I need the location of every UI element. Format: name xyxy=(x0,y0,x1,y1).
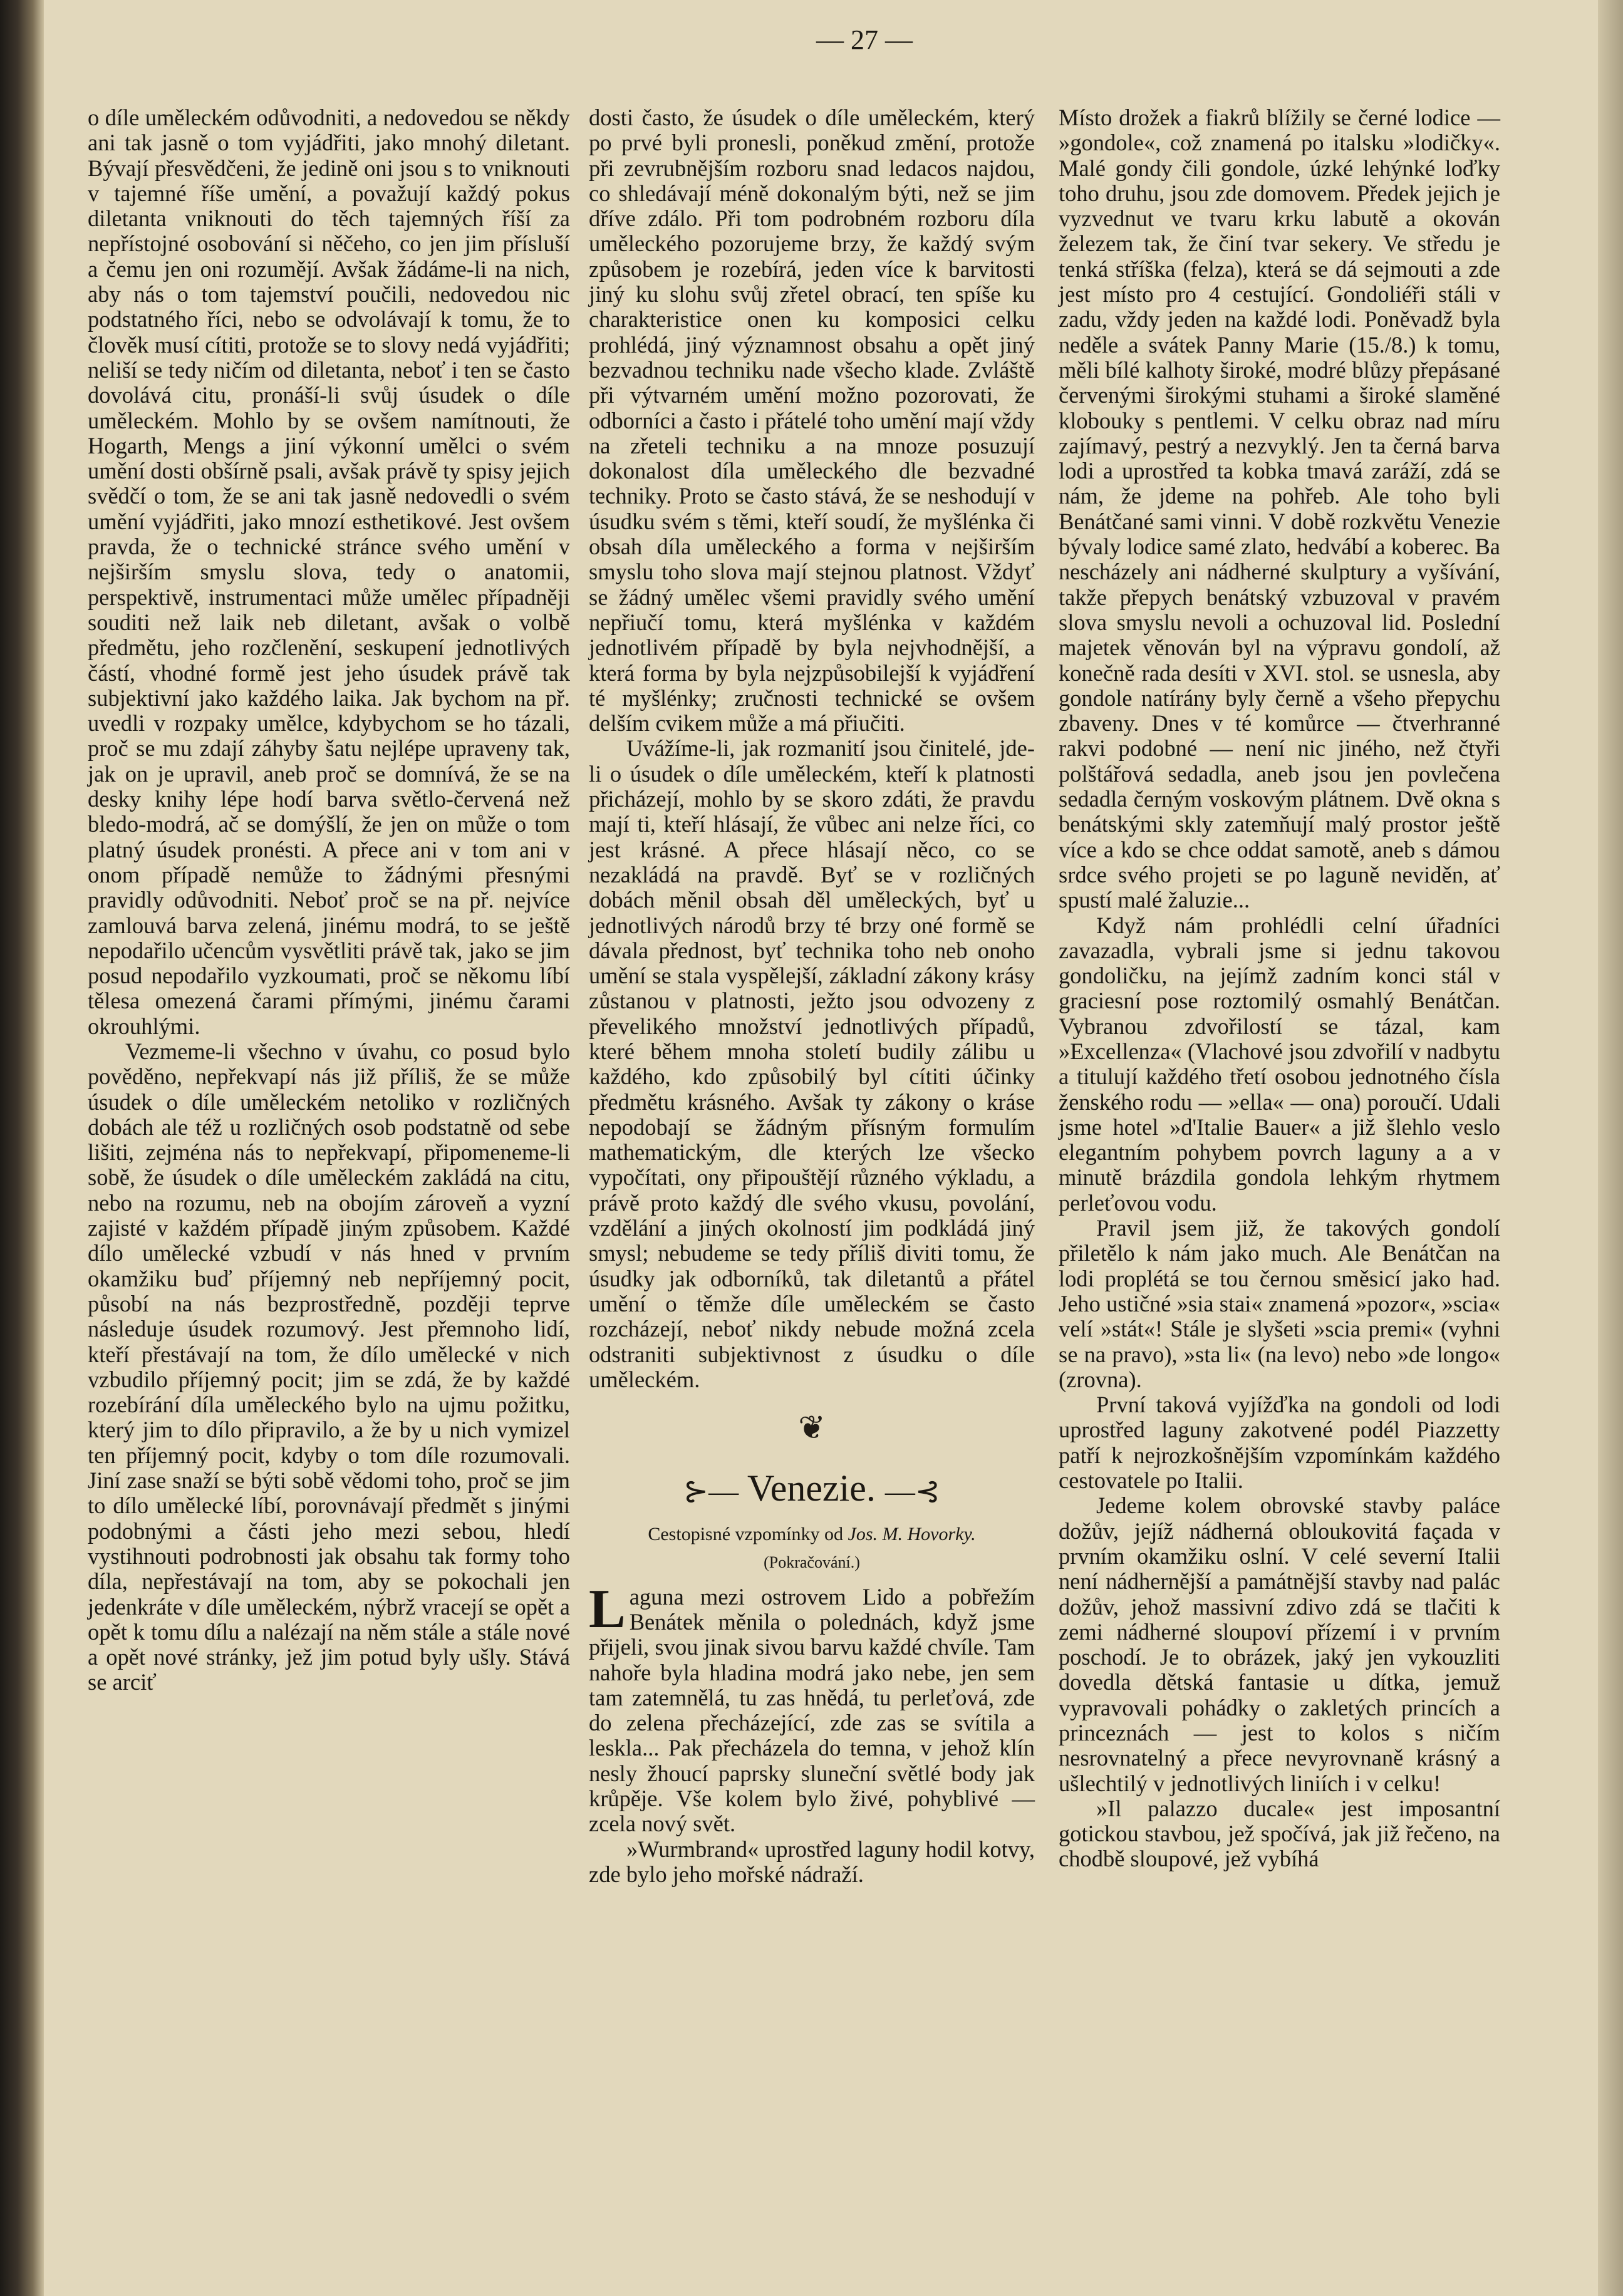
paragraph: »Wurmbrand« uprostřed laguny hodil kotvy, zde bylo jeho mořské nádraží. xyxy=(589,1836,1035,1887)
column-3 xyxy=(1059,105,1500,1872)
paragraph: o díle uměleckém odůvodniti, a nedovedou se někdy ani tak jasně o tom vyjádřiti, jako mnohý diletant. Bývají přesvědčeni, že jedině oni jsou s to vniknouti v tajemné říše umění, a považují každý pokus diletanta vniknouti do těch tajemných říší za nepřístojné osobování si něčeho, co jen jim přísluší a čemu jen oni rozumějí. Avšak žádáme-li na nich, aby nás o tom tajemství poučili, nedovedou nic podstatného říci, nebo se odvolávají k tomu, že to člověk musí cítiti, protože se to slovy nedá vyjádřiti; neliší se tedy ničím od diletanta, neboť i ten se často dovolává citu, pronáší-li svůj úsudek o díle uměleckém. Mohlo by se ovšem namítnouti, že Hogarth, Mengs a jiní výkonní umělci o svém umění dosti obšírně psali, avšak právě ty spisy jejich svědčí o tom, že se ani tak jasně nedovedli o svém umění vyjádřiti, jako mnozí esthetikové. Jest ovšem pravda, že o technické stránce svého umění v nejširším smyslu slova, tedy o anatomii, perspektivě, instrumentaci může umělec případněji souditi než laik neb diletant, avšak o volbě předmětu, jeho rozčlenění, seskupení jednotlivých částí, vhodné formě jest jeho úsudek právě tak subjektivní jako každého laika. Jak bychom na př. uvedli v rozpaky umělce, kdybychom se ho tázali, proč se mu zdají záhyby šatu nejlépe upraveny tak, jak on je upravil, aneb proč se domnívá, že se na desky knihy lépe hodí barva světlo-červená než bledo-modrá, ač se domýšlí, že jen on může o tom platný úsudek pronésti. A přece ani v tom ani v onom případě nemůže to žádnými přesnými pravidly odůvodniti. Neboť proč se na př. nejvíce zamlouvá barva zelená, jinému modrá, to se ještě nepodařilo učencům vysvětliti právě tak, jako se jim posud nepodařilo vyzkoumati, proč se někomu líbí tělesa omezená čarami přímými, jinému čarami okrouhlými. xyxy=(88,105,570,1039)
flourish-left-icon: ⊱— xyxy=(683,1475,739,1509)
paragraph: Místo drožek a fiakrů blížily se černé lodice — »gondole«, což znamená po italsku »lodičky«. Malé gondy čili gondole, úzké lehýnké loďky toho druhu, jsou zde domovem. Předek jejich je vyzvednut ve tvaru krku labutě a okován železem tak, že činí tvar sekery. Ve středu je tenká stříška (felza), která se dá sejmouti a zde jest místo pro 4 cestující. Gondoliéři stáli v zadu, vždy jeden na každé lodi. Poněvadž byla neděle a svátek Panny Marie (15./8.) k tomu, měli bílé kalhoty široké, modré blůzy přepásané červenými širokými stuhami a široké slaměné klobouky s pentlemi. V celku obraz nad míru zajímavý, pestrý a nezvyklý. Jen ta černá barva lodi a uprostřed ta kobka tmavá zaráží, zdá se nám, že jdeme na pohřeb. Ale toho byli Benátčané sami vinni. V době rozkvětu Venezie bývaly lodice samé zlato, hedvábí a koberec. Ba nescházely ani nádherné skulptury a vyšívání, takže přepych benátský vzbuzoval v pravém slova smyslu nevoli a ochuzoval lid. Poslední majetek věnován byl na výpravu gondolí, až konečně rada desíti v XVI. stol. se usnesla, aby gondole natírány byly černě a všeho přepychu zbaveny. Dnes v té komůrce — čtverhranné rakvi podobné — není nic jiného, než čtyři polštářová sedadla, aneb jsou jen povlečena sedadla černým voskovým plátnem. Dvě okna s benátskými skly zatemňují malý prostor ještě více a kdo se chce oddat samotě, aneb s dámou srdce svého projeti se po laguně neviděn, ať spustí malé žaluzie... xyxy=(1059,105,1500,913)
paragraph: »Il palazzo ducale« jest imposantní gotickou stavbou, jež spočívá, jak již řečeno, na chodbě sloupové, jež vybíhá xyxy=(1059,1795,1500,1872)
subtitle-prefix: Cestopisné vzpomínky od xyxy=(648,1523,844,1544)
article-title-text: Venezie. xyxy=(747,1467,876,1509)
ornament-icon: ❦ xyxy=(798,1410,826,1447)
flourish-right-icon: —⊰ xyxy=(884,1475,941,1509)
paragraph: První taková vyjížďka na gondoli od lodi uprostřed laguny zakotvené podél Piazzetty patří k nejrozkošnějším vzpomínkám každého cestovatele po Italii. xyxy=(1059,1392,1500,1494)
page-edge xyxy=(1598,0,1623,2296)
author-name: Jos. M. Hovorky. xyxy=(848,1523,976,1544)
paragraph: Uvážíme-li, jak rozmanití jsou činitelé, jde-li o úsudek o díle uměleckém, kteří k platnosti přicházejí, mohlo by se skoro zdáti, že pravdu mají ti, kteří hlásají, že vůbec ani nelze říci, co jest krásné. A přece hlásají něco, co se nezakládá na pravdě. Byť se v rozličných dobách měnil obsah děl uměleckých, byť u jednotlivých národů brzy té brzy oné formě se dávala přednost, byť technika toho neb onoho umění se stala vyspělejší, základní zákony krásy zůstanou v platnosti, ježto jsou odvozeny z převelikého množství jednotlivých případů, které během mnoha století budily zálibu u každého, kdo způsobilý byl cítiti účinky předmětu krásného. Avšak ty zákony o kráse nepodobají se žádným přísným formulím mathematickým, dle kterých lze všecko vypočítati, ony připouštějí různého výkladu, a právě proto každý dle svého vkusu, povolání, vzdělání a jiných okolností jim podkládá jiný smysl; nebudeme se tedy příliš diviti tomu, že úsudky jak odborníků, tak diletantů a přátel umění o těmže díle uměleckém se často rozcházejí, neboť nikdy nebude možná zcela odstraniti subjektivnost z úsudku o díle uměleckém. xyxy=(589,735,1035,1392)
paragraph: Vezmeme-li všechno v úvahu, co posud bylo pověděno, nepřekvapí nás již příliš, že se může úsudek o díle uměleckém netoliko v rozličných dobách ale též u rozličných osob podstatně od sebe lišiti, zejména nás to nepřekvapí, připomeneme-li sobě, že úsudek o díle uměleckém zakládá na citu, nebo na rozumu, neb na obojím zároveň a vyzní zajisté v každém případě jiným způsobem. Každé dílo umělecké vzbudí v nás hned v prvním okamžiku buď příjemný neb nepříjemný pocit, působí na nás bezprostředně, později teprve následuje úsudek rozumový. Jest přemnoho lidí, kteří přestávají na tom, že dílo umělecké v nich vzbudilo příjemný pocit; jim se zdá, že by každé rozebírání díla uměleckého bylo na ujmu požitku, který jim to dílo připravilo, a že by u nich vymizel ten příjemný pocit, kdyby o tom díle rozumovali. Jiní zase snaží se býti sobě vědomi toho, proč se jim to dílo umělecké líbí, porovnávají předmět s jinými podobnými a části jeho mezi sebou, hledí vystihnouti podrobnosti jak obsahu tak formy toho díla, nepřestávají na tom, aby se pokochali jen jedenkráte v díle uměleckém, nýbrž vracejí se opět a opět k tomu dílu a nalézají na něm stále a stále nové a opět nové stránky, jež jim potud byly ušly. Stává se arciť xyxy=(88,1038,570,1695)
page-number: — 27 — xyxy=(816,24,913,55)
book-spine-shadow xyxy=(0,0,44,2296)
paragraph: Když nám prohlédli celní úřadníci zavazadla, vybrali jsme si jednu takovou gondoličku, na jejímž zadním konci stál v graciesní pose roztomilý osmahlý Benátčan. Vybranou zdvořilostí se tázal, kam »Excellenza« (Vlachové jsou zdvořilí v nadbytu a titulují každého třetí osobou jednotného čísla ženského rodu — »ella« — ona) poroučí. Udali jsme hotel »d'Italie Bauer« a již šlehlo veslo elegantním pohybem povrch laguny a a v minutě brázdila gondola lehkým rhytmem perleťovou vodu. xyxy=(1059,912,1500,1216)
column-1 xyxy=(88,105,570,1695)
paragraph: dosti často, že úsudek o díle uměleckém, který po prvé byli pronesli, poněkud změní, protože při zevrubnějším rozboru snad ledacos najdou, co shledávají méně dokonalým býti, než se jim dříve zdálo. Při tom podrobném rozboru díla uměleckého pozorujeme brzy, že každý svým způsobem je rozebírá, jeden více k barvitosti jiný ku slohu svůj zřetel obrací, ten spíše ku charakteristice onen ku komposici celku prohlédá, jiný významnost obsahu a opět jiný bezvadnou techniku nade všecho klade. Zvláště při výtvarném umění možno pozorovati, že odborníci a často i přátelé toho umění mají vždy na zřeteli techniku a na mnoze posuzují dokonalost díla uměleckého dle bezvadné techniky. Proto se často stává, že se neshodují v úsudku svém s těmi, kteří soudí, že myšlénka či obsah díla uměleckého a forma v nejširším smyslu toho slova mají stejnou platnost. Vždyť se žádný umělec všemi pravidly svého umění nepřiučí tomu, která myšlénka v každém jednotlivém případě by byla nejvhodnější, a která forma by byla nejzpůsobilejší k vyjádření té myšlénky; zručnosti technické se ovšem delším cvikem může a má přiučiti. xyxy=(589,105,1035,737)
drop-cap: L xyxy=(589,1578,626,1640)
paragraph-text: aguna mezi ostrovem Lido a pobřežím Benátek měnila o polednách, když jsme přijeli, svou jinak sivou barvu každé chvíle. Tam nahoře byla hladina modrá jako nebe, jen sem tam zatemnělá, tu zas hnědá, tu perleťová, zde do zelena přecházející, zde zas se svítila a leskla... Pak přecházela do temna, v jehož klín nesly žhoucí paprsky sluneční světlé body jak krůpěje. Vše kolem bylo živé, pohyblivé — zcela nový svět. xyxy=(589,1583,1035,1837)
article-subtitle xyxy=(589,1523,1035,1546)
paragraph-with-dropcap xyxy=(589,1578,1035,1837)
paragraph: Pravil jsem již, že takových gondolí přiletělo k nám jako much. Ale Benátčan na lodi proplétá se tou černou směsicí jako had. Jeho ustičné »sia stai« znamená »pozor«, »scia« velí »stát«! Stále je slyšeti »scia premi« (vyhni se na pravo), »sta li« (na levo) nebo »de longo« (zrovna). xyxy=(1059,1215,1500,1392)
column-2 xyxy=(589,105,1035,1887)
paragraph: Jedeme kolem obrovské stavby paláce dožův, jejíž nádherná obloukovitá façada v prvním okamžiku oslní. V celé severní Italii není nádhernější a památnější stavby nad palác dožův, jehož massivní zdivo zdá se tlačiti k zemi nádherné sloupoví přízemí i v prvním poschodí. Je to obrázek, jaký jen vykouzliti dovedla dětská fantasie u dítka, jemuž vypravovali pohádky o zakletých princích a princeznách — jest to kolos s ničím nesrovnatelný a přece nevyrovnaně krásný a ušlechtilý v jednotlivých liniích i v celku! xyxy=(1059,1492,1500,1796)
continued-note: (Pokračování.) xyxy=(764,1553,860,1571)
article-title xyxy=(589,1466,1035,1514)
